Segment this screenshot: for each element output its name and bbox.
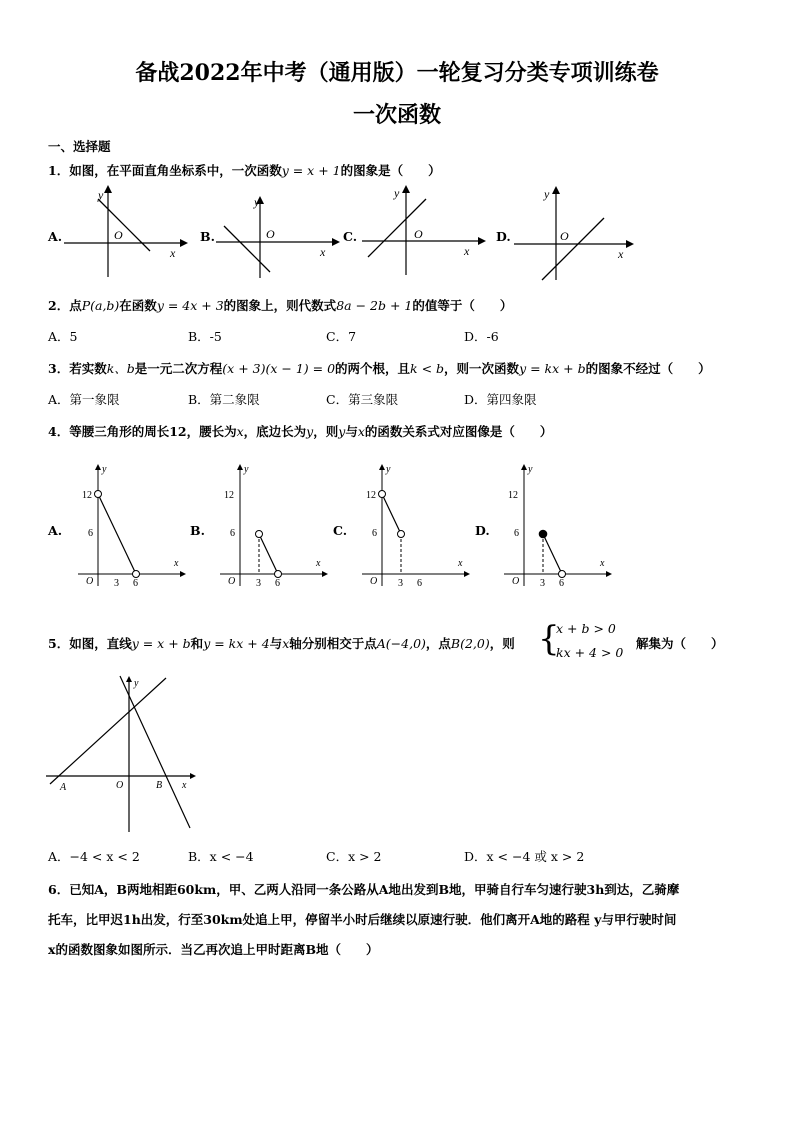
q6-line1: 6．已知A，B两地相距60km，甲、乙两人沿同一条公路从A地出发到B地，甲骑自行车匀速行驶3h到达，乙骑摩 [48, 882, 680, 897]
q4c-tick-12: 12 [366, 490, 376, 501]
q1-graph-c[interactable] [360, 185, 486, 277]
q4b-tick-x6: 6 [275, 578, 280, 589]
q5-system-line2: kx + 4 > 0 [556, 645, 624, 660]
q6-line2: 托车，比甲迟1h出发，行至30km处追上甲，停留半小时后继续以原速行驶．他们离开A地的路程 y与甲行驶时间 [48, 912, 677, 927]
q4b-x-label: x [316, 558, 321, 569]
q5-stem: 5．如图，直线y = x + b和y = kx + 4与x轴分别相交于点A(−4,0)，点B(2,0)，则 [48, 636, 515, 651]
q4-option-c-label[interactable]: C. [333, 523, 348, 538]
q4a-origin-label: O [86, 576, 94, 587]
q1b-origin-label: O [266, 227, 275, 241]
q4-graph-a[interactable] [76, 460, 188, 590]
q1a-origin-label: O [114, 228, 123, 242]
q1-graph-b[interactable] [214, 192, 340, 280]
q1c-y-label: y [394, 186, 400, 200]
q1d-y-label: y [544, 187, 550, 201]
q1c-x-label: x [464, 244, 470, 258]
q3-option-d[interactable]: D．第四象限 [464, 392, 537, 407]
q5-x-label: x [182, 780, 187, 791]
q4-stem: 4．等腰三角形的周长12，腰长为x，底边长为y，则y与x的函数关系式对应图像是（ ） [48, 424, 553, 439]
q5-stem-end: 解集为（ ） [636, 636, 724, 651]
q3-option-a[interactable]: A．第一象限 [48, 392, 120, 407]
q5-system-brace: { [538, 619, 560, 659]
q4a-tick-x6: 6 [133, 578, 138, 589]
q5-system-line1: x + b > 0 [556, 621, 616, 636]
q4b-tick-x3: 3 [256, 578, 261, 589]
q4a-y-label: y [102, 464, 107, 475]
q2-stem: 2．点P(a,b)在函数y = 4x + 3的图象上，则代数式8a − 2b + 1的值等于（ ） [48, 298, 513, 313]
q3-option-b[interactable]: B．第二象限 [188, 392, 260, 407]
q4d-x-label: x [600, 558, 605, 569]
q1-option-c-label[interactable]: C. [343, 229, 358, 244]
q5-option-c[interactable]: C．x > 2 [326, 849, 382, 864]
q1-option-a-label[interactable]: A. [48, 229, 63, 244]
section-heading: 一、选择题 [48, 139, 111, 154]
q4-graph-c[interactable] [360, 460, 472, 590]
q4a-tick-6: 6 [88, 528, 93, 539]
q4c-y-label: y [386, 464, 391, 475]
q1-graph-a[interactable] [62, 185, 188, 283]
q5-graph[interactable] [44, 672, 200, 836]
q5-point-b-label: B [156, 780, 163, 791]
q4d-tick-12: 12 [508, 490, 518, 501]
q4a-tick-12: 12 [82, 490, 92, 501]
q5-option-a[interactable]: A．−4 < x < 2 [48, 849, 140, 864]
q4-option-d-label[interactable]: D. [475, 523, 490, 538]
q4a-x-label: x [174, 558, 179, 569]
q4c-tick-x6: 6 [417, 578, 422, 589]
q4b-y-label: y [244, 464, 249, 475]
q4d-tick-6: 6 [514, 528, 519, 539]
q5-option-b[interactable]: B．x < −4 [188, 849, 254, 864]
q2-option-a[interactable]: A．5 [48, 329, 78, 344]
q1-graph-d[interactable] [512, 186, 636, 282]
q4c-tick-6: 6 [372, 528, 377, 539]
q2-option-b[interactable]: B．-5 [188, 329, 222, 344]
q4d-tick-x6: 6 [559, 578, 564, 589]
q1a-x-label: x [170, 246, 176, 260]
q4b-tick-12: 12 [224, 490, 234, 501]
q5-y-label: y [134, 678, 139, 689]
q1a-y-label: y [98, 188, 104, 202]
q1b-x-label: x [320, 245, 326, 259]
q4b-tick-6: 6 [230, 528, 235, 539]
page-title: 备战2022年中考（通用版）一轮复习分类专项训练卷 [135, 60, 659, 86]
q1-option-b-label[interactable]: B. [200, 229, 215, 244]
q1-stem: 1．如图，在平面直角坐标系中，一次函数y = x + 1的图象是（ ） [48, 163, 441, 178]
q1-option-d-label[interactable]: D. [496, 229, 511, 244]
q3-stem: 3．若实数k、b是一元二次方程(x + 3)(x − 1) = 0的两个根，且k < b，则一次函数y = kx + b的图象不经过（ ） [48, 361, 711, 376]
q4b-origin-label: O [228, 576, 236, 587]
q1b-y-label: y [254, 195, 260, 209]
q3-option-c[interactable]: C．第三象限 [326, 392, 399, 407]
q2-option-c[interactable]: C．7 [326, 329, 357, 344]
page-subtitle: 一次函数 [352, 102, 441, 128]
q4-option-b-label[interactable]: B. [190, 523, 205, 538]
q5-origin-label: O [116, 780, 124, 791]
q4d-y-label: y [528, 464, 533, 475]
q5-point-a-label: A [60, 782, 67, 793]
q4d-origin-label: O [512, 576, 520, 587]
q4-option-a-label[interactable]: A. [48, 523, 63, 538]
q4c-x-label: x [458, 558, 463, 569]
q1d-x-label: x [618, 247, 624, 261]
q5-option-d[interactable]: D．x < −4 或 x > 2 [464, 849, 585, 864]
q4a-tick-x3: 3 [114, 578, 119, 589]
q4-graph-b[interactable] [218, 460, 330, 590]
q4c-origin-label: O [370, 576, 378, 587]
q6-line3: x的函数图象如图所示．当乙再次追上甲时距离B地（ ） [48, 942, 379, 957]
q4c-tick-x3: 3 [398, 578, 403, 589]
q1c-origin-label: O [414, 227, 423, 241]
q4-graph-d[interactable] [502, 460, 614, 590]
q2-option-d[interactable]: D．-6 [464, 329, 499, 344]
q4d-tick-x3: 3 [540, 578, 545, 589]
q1d-origin-label: O [560, 229, 569, 243]
